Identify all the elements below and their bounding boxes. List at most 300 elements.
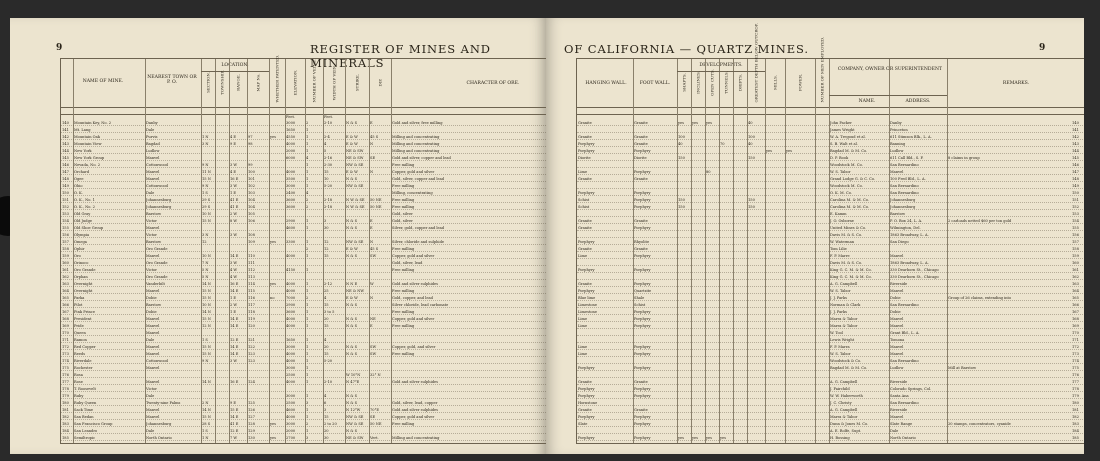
row-leader: [61, 244, 546, 245]
cell-sec: 7 N: [202, 261, 209, 265]
cell-name: San Leandro: [74, 429, 98, 433]
cell-ore: Silver, chloride and sulphide: [392, 240, 445, 244]
cell-veins: 1: [306, 240, 309, 244]
cell-name: Mountain Oak: [74, 135, 100, 139]
row-leader: [61, 384, 546, 385]
cell-ore: Free milling: [392, 247, 415, 251]
cell-strike: NW & SE: [346, 163, 364, 167]
cell-hw: Lime: [578, 345, 588, 349]
cell-owner: W. A. Tregoud et al.: [830, 135, 866, 139]
cell-town: Dale: [146, 429, 155, 433]
row-leader: [61, 209, 546, 210]
row-leader: [61, 335, 546, 336]
cell-map: 129: [248, 429, 255, 433]
cell-fw: Porphyry: [634, 345, 651, 349]
cell-dip: 45 S: [370, 135, 379, 139]
cell-strike: NE & SW: [346, 156, 364, 160]
cell-ore: Free milling: [392, 163, 415, 167]
cell-name: Parka: [74, 296, 85, 300]
cell-ore: Gold and silver sulphides: [392, 380, 439, 384]
row-leader: [61, 181, 546, 182]
col-range: RANGE.: [235, 74, 241, 91]
cell-fw: Schist: [634, 303, 646, 307]
row-leader: [61, 377, 546, 378]
cell-sec: 9 N: [202, 184, 209, 188]
cell-fw: Porphyry: [634, 352, 651, 356]
cell-strike: N & S: [346, 401, 358, 405]
cell-map: 118: [248, 310, 255, 314]
cell-veins: 1: [306, 366, 309, 370]
cell-owner: Carolina M. & M. Co.: [830, 205, 869, 209]
cell-town: Manvel: [146, 226, 160, 230]
cell-name: Mt. Lang: [74, 128, 91, 132]
cell-addr: Johannesburg: [890, 205, 916, 209]
row-leader: [577, 188, 1084, 189]
cell-n: 154: [62, 219, 69, 223]
row-leader: [577, 265, 1084, 266]
cell-n: 181: [1072, 408, 1079, 412]
cell-map: 128: [248, 422, 255, 426]
cell-n: 148: [62, 177, 69, 181]
row-leader: [61, 146, 546, 147]
left-page-header: REGISTER OF MINES AND MINERALS: [310, 42, 491, 70]
cell-name: Rosa: [74, 373, 83, 377]
cell-width: 12: [324, 240, 329, 244]
row-leader: [577, 293, 1084, 294]
col-name: NAME OF MINE.: [82, 79, 124, 84]
cell-rng: 14 E: [230, 345, 239, 349]
cell-rng: 14 E: [230, 289, 239, 293]
cell-town: Oro Grande: [146, 275, 168, 279]
cell-elev: 2000: [286, 429, 296, 433]
company-rule: [829, 95, 947, 96]
cell-fw: Granite: [634, 135, 648, 139]
cell-width: 2-12: [324, 282, 333, 286]
cell-strike: N N E: [346, 282, 358, 286]
cell-n: 172: [62, 345, 69, 349]
cell-elev: 3000: [286, 121, 296, 125]
cell-n: 154: [1072, 219, 1079, 223]
cell-n: 159: [62, 254, 69, 258]
cell-town: Danby: [146, 121, 158, 125]
cell-ic: yes: [692, 436, 699, 440]
cell-hw: Porphyry: [578, 149, 595, 153]
cell-sec: 14 N: [202, 408, 211, 412]
cell-ore: Free milling: [392, 289, 415, 293]
cell-veins: 1: [306, 310, 309, 314]
row-leader: [61, 349, 546, 350]
cell-strike: N 47°E: [346, 380, 360, 384]
cell-strike: N & S: [346, 303, 358, 307]
cell-n: 172: [1072, 345, 1079, 349]
cell-hw: Blue lime: [578, 296, 596, 300]
row-leader: [61, 419, 546, 420]
cell-dip: 70°E: [370, 408, 379, 412]
cell-n: 175: [62, 366, 69, 370]
cell-addr: Manvel: [890, 254, 904, 258]
cell-map: 112: [248, 268, 255, 272]
col-company: COMPANY, OWNER OR SUPERINTENDENT: [837, 67, 943, 72]
cell-hw: Diorite: [578, 156, 591, 160]
cell-n: 164: [62, 289, 69, 293]
row-leader: [61, 188, 546, 189]
cell-rng: 14 E: [230, 254, 239, 258]
cell-n: 177: [1072, 380, 1079, 384]
row-leader: [61, 433, 546, 434]
cell-n: 179: [1072, 394, 1079, 398]
row-leader: [577, 251, 1084, 252]
row-leader: [61, 202, 546, 203]
cell-sec: 15 N: [202, 415, 211, 419]
cell-strike: NE & SW: [346, 149, 364, 153]
col-town: NEAREST TOWN OR P. O.: [147, 75, 197, 85]
cell-width: 4: [324, 142, 327, 146]
cell-rng: 1 E: [230, 296, 237, 300]
cell-hw: Limestone: [578, 303, 597, 307]
cell-ore: Milling and concentrating: [392, 142, 440, 146]
cell-veins: 1: [306, 394, 309, 398]
cell-addr: Riverside: [890, 282, 908, 286]
cell-hw: Porphyry: [578, 142, 595, 146]
cell-sec: 5 N: [202, 268, 209, 272]
cell-name: Semiltropic: [74, 436, 96, 440]
col-power: POWER.: [797, 73, 803, 92]
cell-veins: 1: [306, 184, 309, 188]
cell-dp: 100: [748, 135, 755, 139]
cell-n: 156: [1072, 233, 1079, 237]
cell-name: Ramon: [74, 338, 87, 342]
cell-owner: W. S. Tabor: [830, 170, 851, 174]
cell-owner: F. P. Marre: [830, 254, 850, 258]
cell-n: 140: [62, 121, 69, 125]
cell-fw: Porphyry: [634, 387, 651, 391]
cell-n: 168: [1072, 317, 1079, 321]
cell-rng: 41 E: [230, 422, 239, 426]
cell-hw: Granite: [578, 121, 592, 125]
cell-width: 3: [324, 408, 327, 412]
cell-n: 149: [62, 184, 69, 188]
row-leader: [577, 384, 1084, 385]
row-leader: [577, 160, 1084, 161]
cell-dip: SE: [370, 415, 376, 419]
cell-fw: Porphyry: [634, 254, 651, 258]
cell-ore: Copper, gold and silver: [392, 254, 435, 258]
cell-town: Johannesburg: [146, 422, 172, 426]
cell-n: 152: [62, 205, 69, 209]
cell-pat: no: [270, 296, 275, 300]
cell-town: Victor: [146, 268, 158, 272]
cell-map: 124: [248, 380, 255, 384]
left-page: [10, 18, 546, 454]
cell-addr: Riverside: [890, 408, 908, 412]
cell-rng: 3 W: [230, 233, 238, 237]
cell-addr: Ludlow: [890, 366, 904, 370]
cell-addr: Tomona: [890, 338, 905, 342]
cell-rng: 14 E: [230, 352, 239, 356]
cell-strike: E & W: [346, 296, 358, 300]
cell-n: 155: [62, 226, 69, 230]
cell-town: Victor: [146, 219, 158, 223]
cell-map: 123: [248, 359, 255, 363]
cell-owner: F. P. Marra: [830, 345, 850, 349]
cell-n: 183: [1072, 422, 1079, 426]
cell-addr: P. O. Box 24, L. A.: [890, 219, 923, 223]
row-leader: [577, 216, 1084, 217]
cell-town: Manvel: [146, 156, 160, 160]
cell-town: Johannesburg: [146, 205, 172, 209]
cell-name: Old Gray: [74, 212, 91, 216]
cell-sec: 9 N: [202, 359, 209, 363]
cell-width: 15: [324, 170, 329, 174]
cell-sec: 9 N: [202, 163, 209, 167]
row-leader: [577, 363, 1084, 364]
cell-owner: J. C. Christy: [830, 401, 852, 405]
cell-name: Orinoco: [74, 261, 89, 265]
cell-strike: N & S: [346, 226, 358, 230]
cell-sec: 10 N: [202, 212, 211, 216]
row-leader: [577, 405, 1084, 406]
cell-width: 5-20: [324, 359, 333, 363]
cell-name: Mountain Key, No. 2: [74, 121, 112, 125]
row-leader: [577, 139, 1084, 140]
row-leader: [61, 230, 546, 231]
col-inclines: INCLINES.: [695, 71, 701, 94]
cell-elev: 2700: [286, 436, 296, 440]
cell-n: 161: [1072, 268, 1079, 272]
cell-map: 117: [248, 303, 255, 307]
cell-sh: 100: [678, 135, 685, 139]
cell-town: Manvel: [146, 352, 160, 356]
cell-n: 150: [1072, 191, 1079, 195]
cell-addr: San Bernardino: [890, 184, 919, 188]
cell-strike: N & S: [346, 219, 358, 223]
cell-map: 111: [248, 261, 255, 265]
cell-n: 165: [62, 296, 69, 300]
cell-dp: 40: [748, 121, 753, 125]
row-leader: [61, 279, 546, 280]
cell-veins: 1: [306, 429, 309, 433]
col-mills: MILLS.: [772, 75, 778, 90]
cell-name: Overnight: [74, 282, 93, 286]
cell-sec: 29 S: [202, 198, 211, 202]
cell-dip: 50 NE: [370, 422, 382, 426]
cell-strike: N 12°W: [346, 408, 361, 412]
cell-map: 114: [248, 282, 255, 286]
cell-n: 185: [62, 436, 69, 440]
cell-addr: San Bernardino: [890, 303, 919, 307]
cell-width: 20: [324, 317, 329, 321]
cell-ore: Silver, gold, copper and lead: [392, 226, 445, 230]
cell-name: New York: [74, 149, 92, 153]
cell-n: 164: [1072, 289, 1079, 293]
cell-elev: 4000: [286, 359, 296, 363]
cell-sec: 15 N: [202, 177, 211, 181]
cell-ore: Copper, gold and silver: [392, 170, 435, 174]
cell-owner: D. P. Book: [830, 156, 849, 160]
cell-owner: Norman & Clark: [830, 303, 861, 307]
cell-strike: N & S: [346, 394, 358, 398]
cell-name: Riverdale: [74, 359, 92, 363]
cell-name: Pilot: [74, 303, 83, 307]
cell-owner: Davis M. & S. Co.: [830, 261, 863, 265]
cell-width: 30: [324, 226, 329, 230]
cell-ore: Free milling: [392, 268, 415, 272]
cell-fw: Diorite: [634, 156, 647, 160]
cell-fw: Porphyry: [634, 310, 651, 314]
cell-map: 109: [248, 240, 255, 244]
cell-hw: Granite: [578, 226, 592, 230]
row-leader: [577, 223, 1084, 224]
cell-pat: yes: [270, 436, 277, 440]
cell-addr: Dale: [890, 429, 899, 433]
cell-width: 20: [324, 345, 329, 349]
cell-name: T. Roosevelt: [74, 387, 96, 391]
cell-fw: Porphyry: [634, 205, 651, 209]
cell-hw: Porphyry: [578, 191, 595, 195]
cell-map: 104: [248, 198, 255, 202]
cell-hw: Granite: [578, 135, 592, 139]
cell-veins: 1: [306, 352, 309, 356]
cell-name: Ohio: [74, 184, 83, 188]
cell-hw: Porphyry: [578, 436, 595, 440]
cell-strike: N W & SE: [346, 205, 365, 209]
col-company-address: ADDRESS.: [905, 99, 931, 104]
cell-veins: 1: [306, 303, 309, 307]
cell-town: Barstow: [146, 240, 162, 244]
row-leader: [61, 216, 546, 217]
cell-n: 176: [1072, 373, 1079, 377]
right-page-header: OF CALIFORNIA — QUARTZ MINES.: [564, 42, 809, 56]
cell-ore: Free milling: [392, 324, 415, 328]
cell-n: 163: [62, 282, 69, 286]
cell-strike: E & W: [346, 170, 358, 174]
cell-n: 179: [62, 394, 69, 398]
cell-n: 142: [62, 135, 69, 139]
cell-ore: Copper, gold and silver: [392, 317, 435, 321]
cell-n: 169: [62, 324, 69, 328]
cell-n: 144: [1072, 149, 1079, 153]
cell-width: 5-20: [324, 184, 333, 188]
cell-owner: Marra & Tabor: [830, 415, 858, 419]
cell-addr: 611 Call Bld., S. F.: [890, 156, 924, 160]
cell-width: 4: [324, 296, 327, 300]
cell-n: 182: [62, 415, 69, 419]
cell-name: President: [74, 317, 92, 321]
cell-sec: 14 N: [202, 310, 211, 314]
cell-n: 184: [1072, 429, 1079, 433]
cell-width: 15: [324, 254, 329, 258]
cell-rng: 14 E: [230, 415, 239, 419]
cell-tn: yes: [720, 436, 727, 440]
cell-strike: N & S: [346, 254, 358, 258]
cell-veins: 1: [306, 163, 309, 167]
cell-owner: Davis M. & S. Co.: [830, 233, 863, 237]
cell-n: 155: [1072, 226, 1079, 230]
cell-town: Manvel: [146, 289, 160, 293]
cell-town: Dale: [146, 191, 155, 195]
cell-addr: Santa Ana: [890, 394, 909, 398]
cell-strike: NW & SE: [346, 415, 364, 419]
cell-fw: Rhyolite: [634, 240, 650, 244]
cell-town: Barstow: [146, 303, 162, 307]
cell-fw: Porphyry: [634, 366, 651, 370]
cell-ore: Gold and silver sulphides: [392, 282, 439, 286]
cell-fw: Porphyry: [634, 317, 651, 321]
cell-veins: 2: [306, 205, 309, 209]
cell-n: 152: [1072, 205, 1079, 209]
cell-map: 106: [248, 219, 255, 223]
cell-rng: 4 E: [230, 135, 237, 139]
cell-elev: 3300: [286, 240, 296, 244]
cell-elev: 3000: [286, 345, 296, 349]
cell-fw: Porphyry: [634, 324, 651, 328]
cell-dip: 32° N: [370, 373, 381, 377]
cell-sh: yes: [678, 436, 685, 440]
cell-n: 151: [62, 198, 69, 202]
row-leader: [577, 356, 1084, 357]
cell-pat: yes: [270, 135, 277, 139]
cell-owner: Grand Lodge G. & C. Co.: [830, 177, 876, 181]
cell-hw: Limestone: [578, 310, 597, 314]
cell-hw: Granite: [578, 177, 592, 181]
cell-sec: 3 N: [202, 233, 209, 237]
cell-dip: SW: [370, 352, 377, 356]
cell-rng: 12 E: [230, 338, 239, 342]
cell-width: 4: [324, 338, 327, 342]
cell-elev: 3600: [286, 310, 296, 314]
cell-n: 143: [62, 142, 69, 146]
cell-addr: 1863 Broadway, L. A.: [890, 233, 929, 237]
cell-ore: Milling and concentrating: [392, 135, 440, 139]
cell-town: Barstow: [146, 212, 162, 216]
cell-name: Sack Time: [74, 408, 94, 412]
cell-elev: 2500: [286, 401, 296, 405]
cell-strike: E & W: [346, 247, 358, 251]
cell-addr: Manvel: [890, 324, 904, 328]
cell-elev: 2000: [286, 149, 296, 153]
cell-width: 25: [324, 289, 329, 293]
cell-rng: 14 E: [230, 324, 239, 328]
cell-fw: Porphyry: [634, 422, 651, 426]
col-character: CHARACTER OF ORE.: [466, 81, 520, 86]
cell-width: 15: [324, 303, 329, 307]
cell-owner: A. E. Rolfe, Supt.: [830, 429, 862, 433]
row-leader: [577, 314, 1084, 315]
cell-elev: 3000: [286, 184, 296, 188]
cell-fw: Granite: [634, 121, 648, 125]
cell-n: 161: [62, 268, 69, 272]
cell-pat: yes: [270, 422, 277, 426]
cell-sec: 1 S: [202, 429, 208, 433]
cell-owner: A. G. Campbell: [830, 282, 858, 286]
cell-n: 185: [1072, 436, 1079, 440]
cell-width: 2-10: [324, 380, 333, 384]
cell-addr: Wilmington, Del.: [890, 226, 921, 230]
cell-addr: Slate Range: [890, 422, 913, 426]
cell-elev: 4000: [286, 317, 296, 321]
right-page: [546, 18, 1084, 454]
cell-town: Purvis: [146, 135, 158, 139]
cell-width: 2-30: [324, 163, 333, 167]
cell-addr: 330 Dearborn St., Chicago: [890, 268, 939, 272]
cell-veins: 2: [306, 198, 309, 202]
cell-strike: E & W: [346, 135, 358, 139]
cell-strike: N & S: [346, 352, 358, 356]
row-leader: [577, 433, 1084, 434]
cell-owner: Carolina M. & M. Co.: [830, 198, 869, 202]
cell-n: 163: [1072, 282, 1079, 286]
row-leader: [61, 293, 546, 294]
